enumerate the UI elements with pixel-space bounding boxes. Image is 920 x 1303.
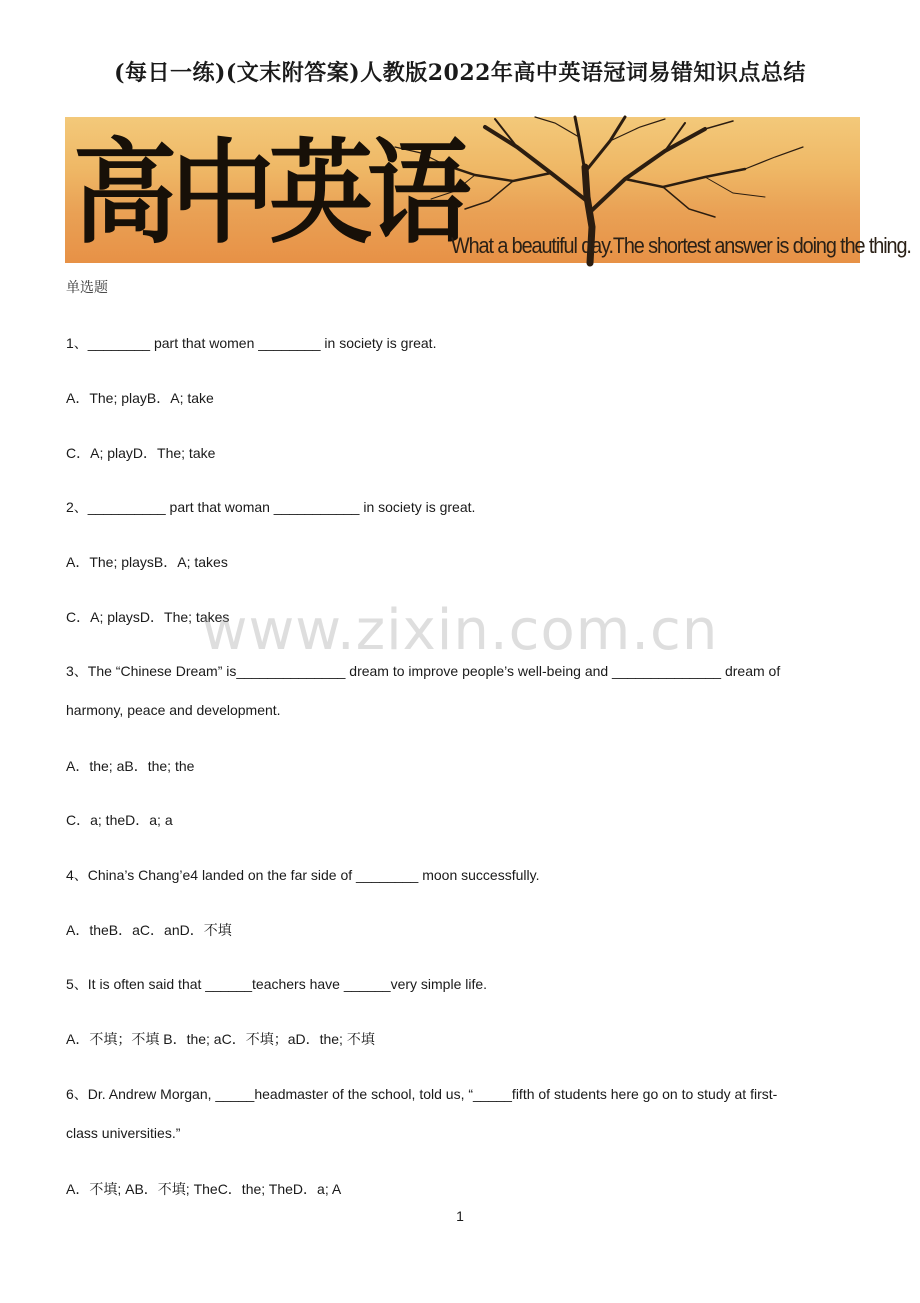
- question-6: 6、Dr. Andrew Morgan, _____headmaster of the school, told us, “_____fifth of students here go on to study at first-: [66, 1086, 778, 1102]
- question-5-options: A．不填；不填 B．the; aC．不填；aD．the; 不填: [66, 1031, 375, 1047]
- question-2: 2、__________ part that woman ___________ in society is great.: [66, 499, 476, 515]
- page-number: 1: [456, 1208, 464, 1224]
- section-label: 单选题: [66, 279, 108, 295]
- question-1: 1、________ part that women ________ in society is great.: [66, 335, 437, 351]
- question-2-options-cd: C．A; playsD．The; takes: [66, 609, 230, 625]
- question-4-options: A．theB．aC．anD．不填: [66, 922, 232, 938]
- page-title: (每日一练)(文末附答案)人教版2022年高中英语冠词易错知识点总结: [114, 60, 806, 86]
- banner-characters: 高中英语: [73, 126, 466, 260]
- header-banner: [65, 117, 911, 263]
- question-4: 4、China’s Chang’e4 landed on the far side of ________ moon successfully.: [66, 867, 540, 883]
- question-5: 5、It is often said that ______teachers have ______very simple life.: [66, 976, 488, 992]
- question-3-options-ab: A．the; aB．the; the: [66, 758, 195, 774]
- question-6-continued: class universities.”: [66, 1125, 181, 1141]
- question-1-options-ab: A．The; playB．A; take: [66, 390, 214, 406]
- question-6-options: A．不填; AB．不填; TheC．the; TheD．a; A: [66, 1181, 342, 1197]
- question-3-continued: harmony, peace and development.: [66, 702, 281, 718]
- question-1-options-cd: C．A; playD．The; take: [66, 445, 216, 461]
- question-3: 3、The “Chinese Dream” is______________ dream to improve people’s well-being and ______________ dream of: [66, 663, 781, 679]
- question-3-options-cd: C．a; theD．a; a: [66, 812, 173, 828]
- banner-slogan: What a beautiful day.The shortest answer is doing the thing.: [451, 233, 911, 258]
- watermark: www.zixin.com.cn: [201, 598, 719, 663]
- question-2-options-ab: A．The; playsB．A; takes: [66, 554, 228, 570]
